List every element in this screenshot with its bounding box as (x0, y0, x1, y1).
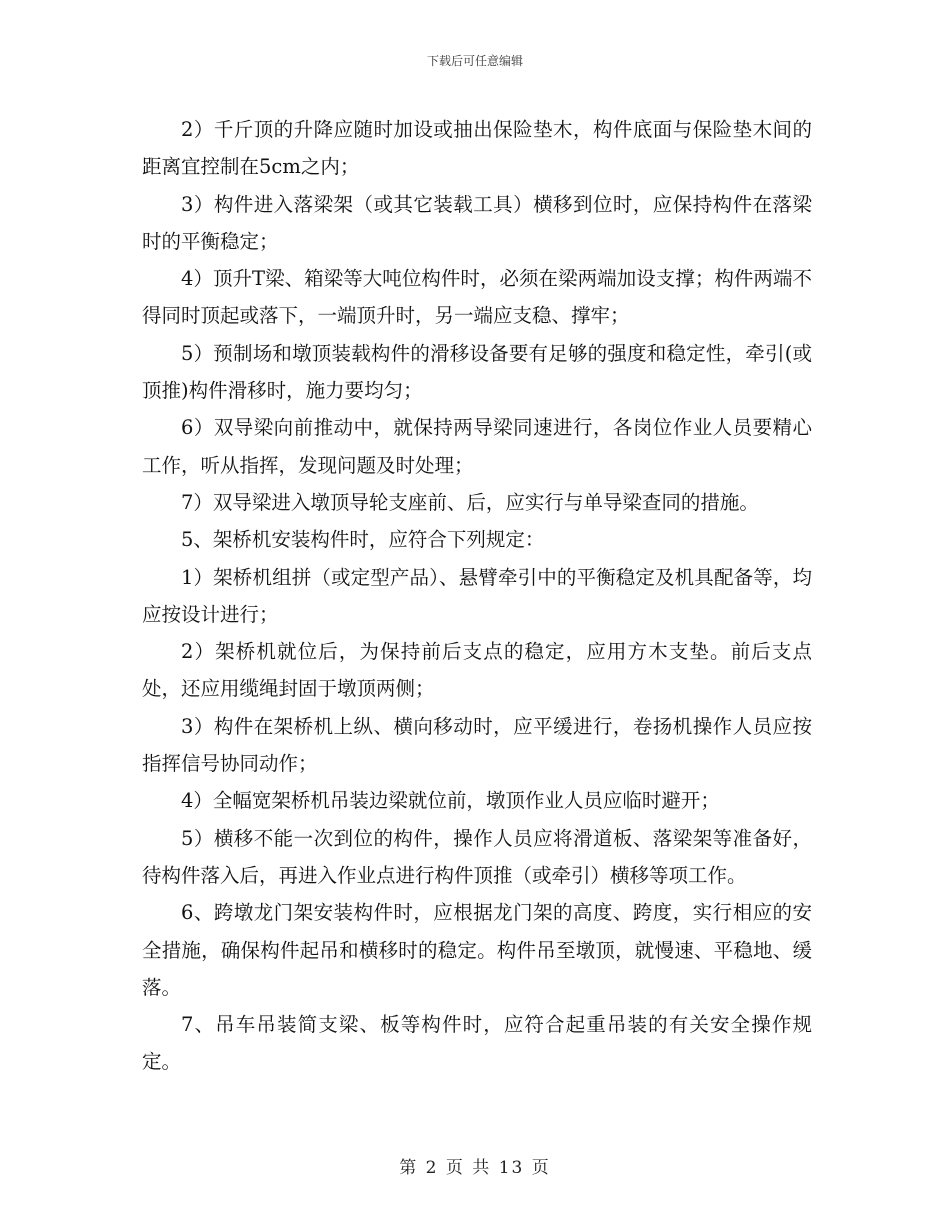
paragraph: 5、架桥机安装构件时，应符合下列规定： (181, 528, 545, 552)
paragraph: 3）构件进入落梁架（或其它装载工具）横移到位时，应保持构件在落梁时的平衡稳定； (142, 192, 812, 253)
document-body (142, 111, 812, 1081)
page-header: 下载后可任意编辑 (426, 54, 523, 68)
paragraph: 2）千斤顶的升降应随时加设或抽出保险垫木，构件底面与保险垫木间的距离宜控制在5cm之内； (142, 118, 812, 179)
paragraph: 7）双导梁进入墩顶导轮支座前、后，应实行与单导梁查同的措施。 (181, 490, 759, 514)
paragraph: 2）架桥机就位后，为保持前后支点的稳定，应用方木支垫。前后支点处，还应用缆绳封固于墩顶两侧； (142, 640, 812, 701)
paragraph: 7、吊车吊装简支梁、板等构件时，应符合起重吊装的有关安全操作规定。 (142, 1013, 812, 1074)
paragraph: 5）横移不能一次到位的构件，操作人员应将滑道板、落梁架等准备好，待构件落入后，再进入作业点进行构件顶推（或牵引）横移等项工作。 (142, 826, 812, 887)
paragraph: 4）顶升T梁、箱梁等大吨位构件时，必须在梁两端加设支撑；构件两端不得同时顶起或落下，一端顶升时，另一端应支稳、撑牢； (142, 267, 812, 328)
paragraph: 6）双导梁向前推动中，就保持两导梁同速进行，各岗位作业人员要精心工作，听从指挥，发现问题及时处理； (142, 416, 812, 477)
paragraph: 5）预制场和墩顶装载构件的滑移设备要有足够的强度和稳定性，牵引(或顶推)构件滑移时，施力要均匀； (142, 341, 812, 403)
paragraph: 3）构件在架桥机上纵、横向移动时，应平缓进行，卷扬机操作人员应按指挥信号协同动作； (142, 714, 812, 776)
paragraph: 4）全幅宽架桥机吊装边梁就位前，墩顶作业人员应临时避开； (181, 789, 720, 813)
paragraph: 6、跨墩龙门架安装构件时，应根据龙门架的高度、跨度，实行相应的安全措施，确保构件起吊和横移时的稳定。构件吊至墩顶，就慢速、平稳地、缓落。 (142, 901, 812, 999)
page-number-footer: 第 2 页 共 13 页 (399, 1158, 551, 1178)
paragraph: 1）架桥机组拼（或定型产品）、悬臂牵引中的平衡稳定及机具配备等，均应按设计进行； (142, 565, 812, 626)
